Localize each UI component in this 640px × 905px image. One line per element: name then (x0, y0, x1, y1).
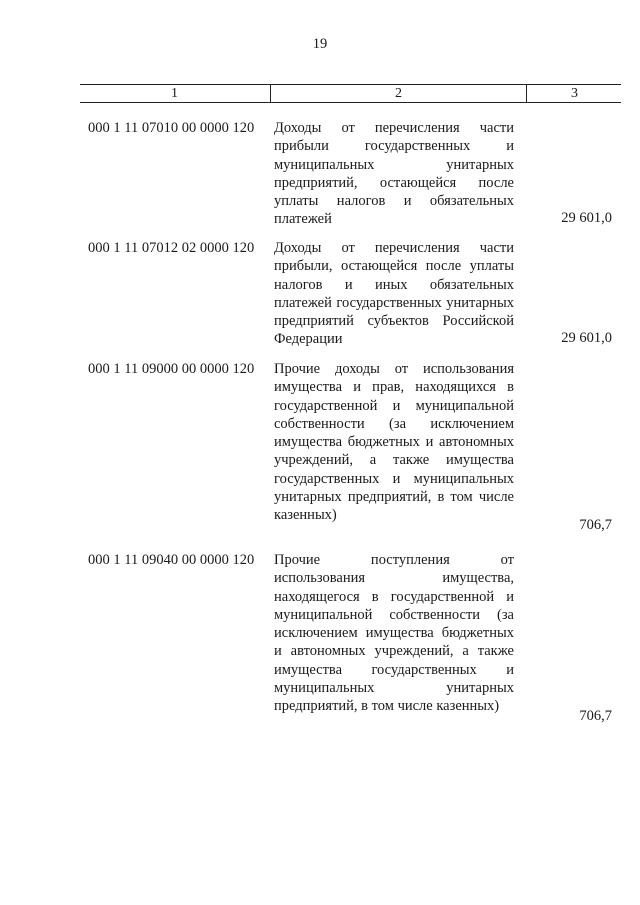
budget-code: 000 1 11 09000 00 0000 120 (88, 361, 255, 377)
row-description: Прочие доходы от использования имущества и прав, находящихся в государственной и муниципальной собственности (за исключением имущества бюджетных и автономных учреждений, а также имущества государственных и муниципальных унитарных предприятий, в том числе казенных) (274, 361, 514, 524)
row-description: Доходы от перечисления части прибыли государственных и муниципальных унитарных предприятий, остающейся после уплаты налогов и обязательных платежей (274, 120, 514, 228)
budget-code: 000 1 11 07012 02 0000 120 (88, 240, 255, 256)
header-col-3: 3 (526, 85, 622, 102)
budget-code: 000 1 11 09040 00 0000 120 (88, 552, 255, 568)
row-description: Прочие поступления от использования имущества, находящегося в государственной и муниципальной собственности (за исключением имущества бюджетных и автономных учреждений, а также имущества государственных и муниципальных унитарных предприятий, в том числе казенных) (274, 552, 514, 715)
row-amount: 706,7 (579, 708, 612, 724)
budget-code: 000 1 11 07010 00 0000 120 (88, 120, 255, 136)
row-amount: 706,7 (579, 517, 612, 533)
row-amount: 29 601,0 (561, 330, 612, 346)
row-description: Доходы от перечисления части прибыли, остающейся после уплаты налогов и иных обязательных платежей государственных унитарных предприятий субъектов Российской Федерации (274, 240, 514, 348)
page-number: 19 (312, 36, 328, 52)
table-header (80, 84, 621, 103)
row-amount: 29 601,0 (561, 210, 612, 226)
header-col-1: 1 (171, 86, 178, 101)
header-col-2: 2 (270, 85, 526, 102)
